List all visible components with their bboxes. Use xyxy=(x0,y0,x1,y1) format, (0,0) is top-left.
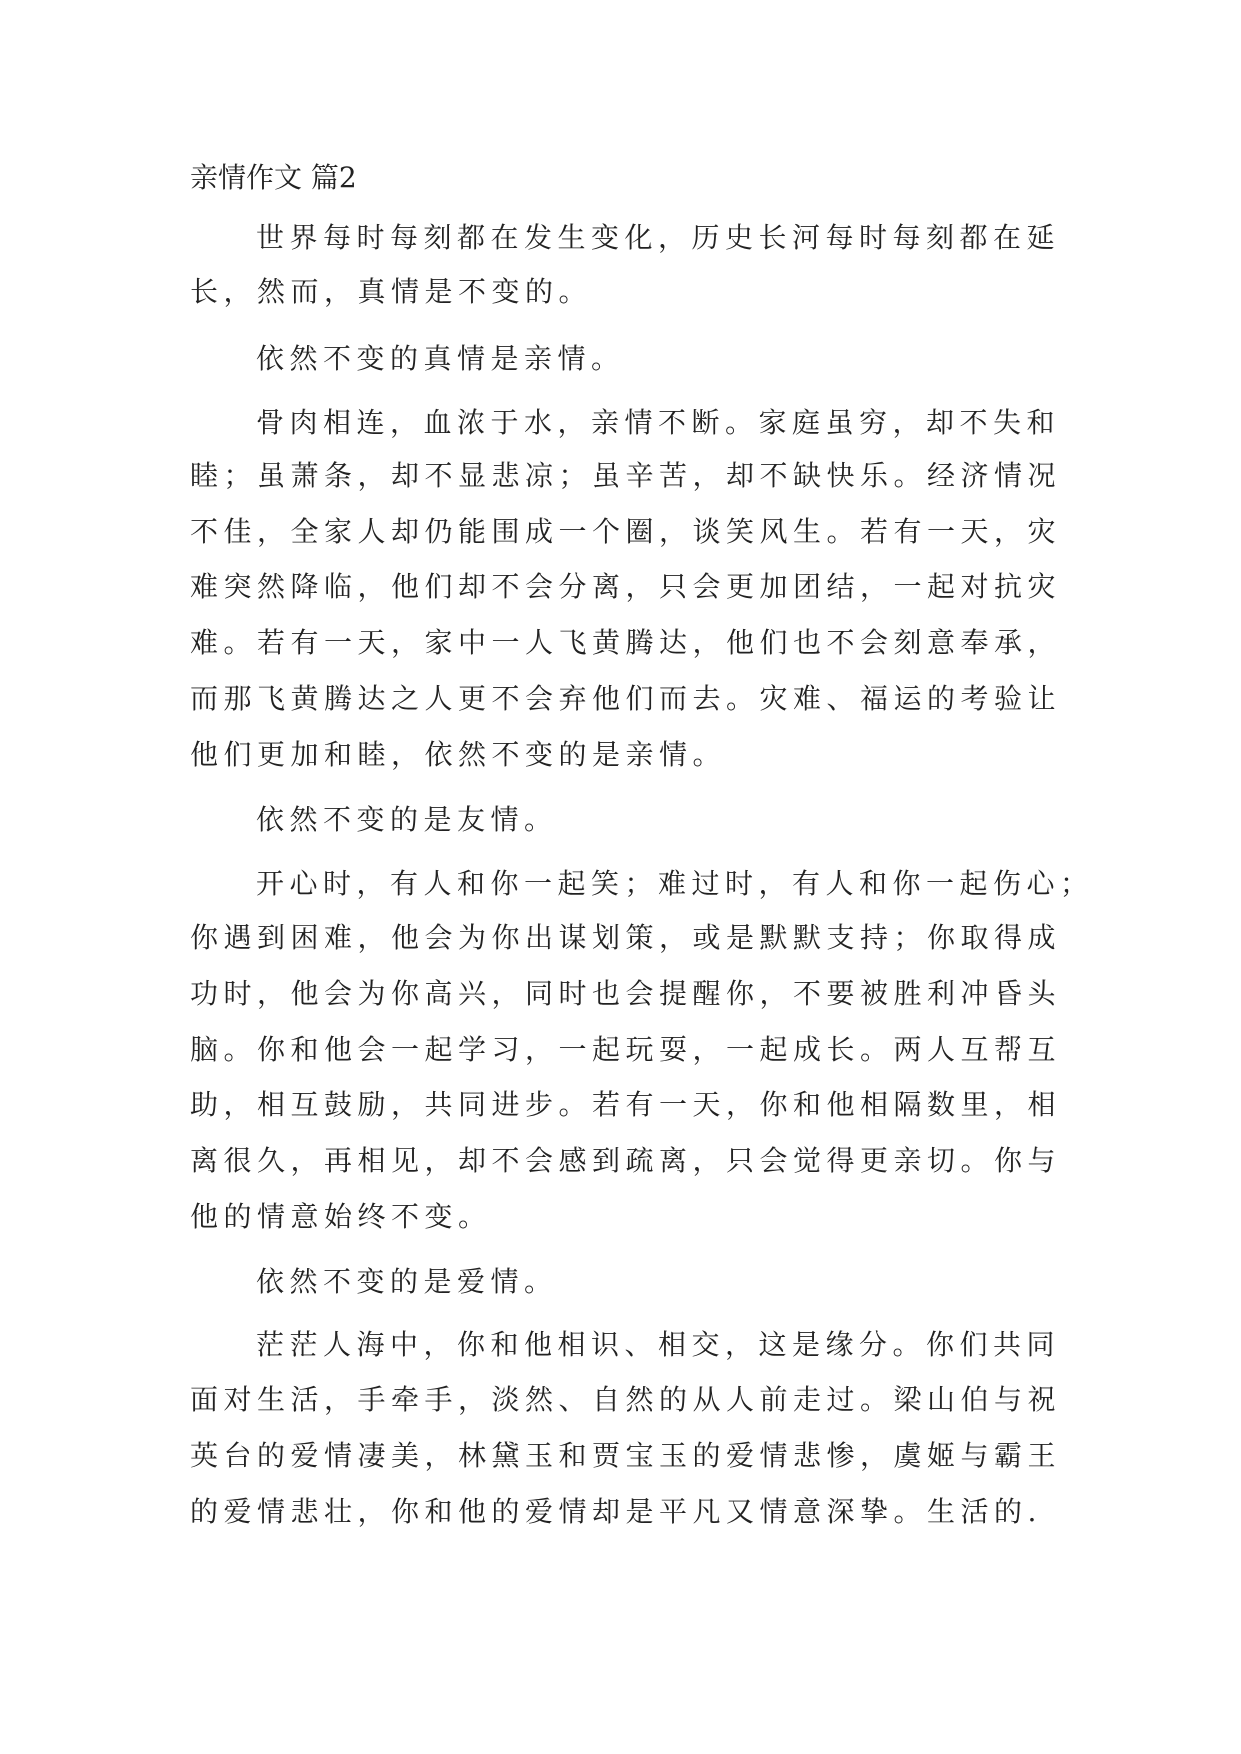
paragraph-line: 脑。你和他会一起学习，一起玩耍，一起成长。两人互帮互 xyxy=(190,1033,1062,1066)
paragraph-line: 难。若有一天，家中一人飞黄腾达，他们也不会刻意奉承， xyxy=(190,626,1062,659)
paragraph-line: 难突然降临，他们却不会分离，只会更加团结，一起对抗灾 xyxy=(190,570,1062,603)
paragraph-line: 你遇到困难，他会为你出谋划策，或是默默支持；你取得成 xyxy=(190,921,1062,954)
paragraph-line: 的爱情悲壮，你和他的爱情却是平凡又情意深挚。生活的. xyxy=(190,1495,1042,1528)
paragraph-line: 他的情意始终不变。 xyxy=(190,1200,492,1233)
paragraph-line: 依然不变的是爱情。 xyxy=(256,1265,558,1298)
paragraph-line: 睦；虽萧条，却不显悲凉；虽辛苦，却不缺快乐。经济情况 xyxy=(190,459,1062,492)
paragraph-line: 英台的爱情凄美，林黛玉和贾宝玉的爱情悲惨，虞姬与霸王 xyxy=(190,1439,1062,1472)
document-title: 亲情作文 篇2 xyxy=(190,161,357,194)
paragraph-line: 他们更加和睦，依然不变的是亲情。 xyxy=(190,738,727,771)
paragraph-line: 面对生活，手牵手，淡然、自然的从人前走过。梁山伯与祝 xyxy=(190,1383,1062,1416)
paragraph-line: 而那飞黄腾达之人更不会弃他们而去。灾难、福运的考验让 xyxy=(190,682,1062,715)
paragraph-line: 依然不变的是友情。 xyxy=(256,803,558,836)
paragraph-line: 世界每时每刻都在发生变化，历史长河每时每刻都在延 xyxy=(256,221,1061,254)
paragraph-line: 长，然而，真情是不变的。 xyxy=(190,275,593,308)
paragraph-line: 依然不变的真情是亲情。 xyxy=(256,342,625,375)
paragraph-line: 茫茫人海中，你和他相识、相交，这是缘分。你们共同 xyxy=(256,1328,1061,1361)
paragraph-line: 功时，他会为你高兴，同时也会提醒你，不要被胜利冲昏头 xyxy=(190,977,1062,1010)
paragraph-line: 离很久，再相见，却不会感到疏离，只会觉得更亲切。你与 xyxy=(190,1144,1062,1177)
paragraph-line: 不佳，全家人却仍能围成一个圈，谈笑风生。若有一天，灾 xyxy=(190,515,1062,548)
paragraph-line: 助，相互鼓励，共同进步。若有一天，你和他相隔数里，相 xyxy=(190,1088,1062,1121)
paragraph-line: 骨肉相连，血浓于水，亲情不断。家庭虽穷，却不失和 xyxy=(256,406,1061,439)
paragraph-line: 开心时，有人和你一起笑；难过时，有人和你一起伤心； xyxy=(256,867,1094,900)
